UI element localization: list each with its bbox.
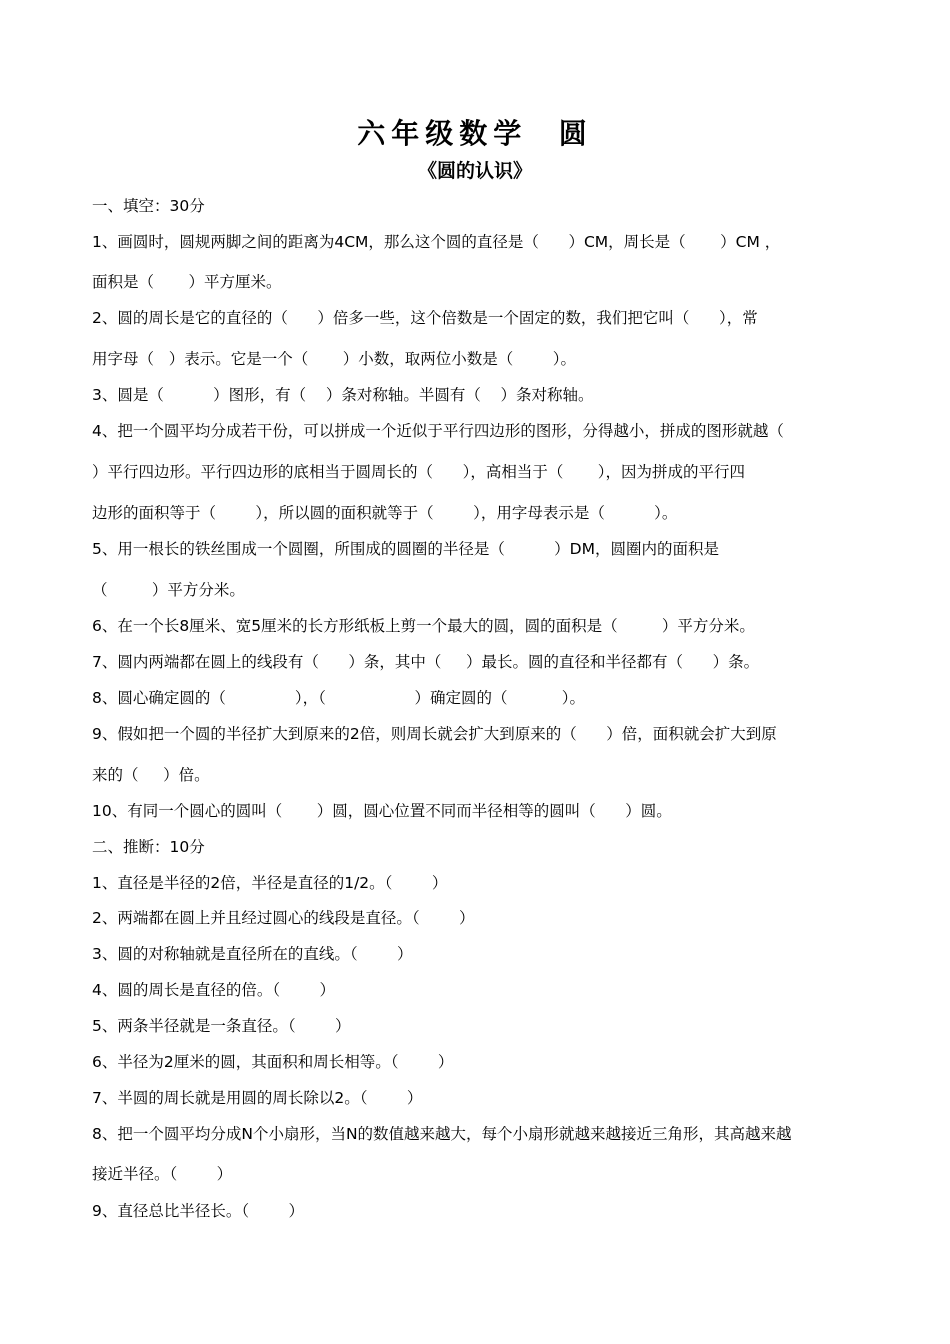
question-line: （ ）平方分米。 bbox=[92, 581, 245, 599]
question-line: ）平行四边形。平行四边形的底相当于圆周长的（ ），高相当于（ ），因为拼成的平行四 bbox=[92, 463, 746, 481]
question-line: 4、把一个圆平均分成若干份，可以拼成一个近似于平行四边形的图形，分得越小，拼成的图形就越（ bbox=[92, 422, 784, 440]
question-line: 10、有同一个圆心的圆叫（ ）圆，圆心位置不同而半径相等的圆叫（ ）圆。 bbox=[92, 802, 672, 820]
question-line: 3、圆是（ ）图形，有（ ）条对称轴。半圆有（ ）条对称轴。 bbox=[92, 386, 594, 404]
question-line: 来的（ ）倍。 bbox=[92, 766, 210, 784]
question-line: 面积是（ ）平方厘米。 bbox=[92, 273, 282, 291]
question-line: 6、在一个长8厘米、宽5厘米的长方形纸板上剪一个最大的圆，圆的面积是（ ）平方分米。 bbox=[92, 617, 755, 635]
statement-line: 8、把一个圆平均分成N个小扇形，当N的数值越来越大，每个小扇形就越来越接近三角形，其高越来越 bbox=[92, 1125, 792, 1143]
question-line: 9、假如把一个圆的半径扩大到原来的2倍，则周长就会扩大到原来的（ ）倍，面积就会扩大到原 bbox=[92, 725, 777, 743]
question-line: 边形的面积等于（ ），所以圆的面积就等于（ ），用字母表示是（ ）。 bbox=[92, 504, 678, 522]
question-line: 用字母（ ）表示。它是一个（ ）小数，取两位小数是（ ）。 bbox=[92, 350, 576, 368]
question-line: 1、画圆时，圆规两脚之间的距离为4CM，那么这个圆的直径是（ ）CM，周长是（ ）CM ， bbox=[92, 233, 781, 251]
page-subtitle: 《圆的认识》 bbox=[417, 160, 532, 182]
statement-line: 6、半径为2厘米的圆，其面积和周长相等。（ ） bbox=[92, 1053, 454, 1071]
statement-line: 3、圆的对称轴就是直径所在的直线。（ ） bbox=[92, 945, 413, 963]
question-line: 5、用一根长的铁丝围成一个圆圈，所围成的圆圈的半径是（ ）DM，圆圈内的面积是 bbox=[92, 540, 719, 558]
statement-line: 4、圆的周长是直径的倍。（ ） bbox=[92, 981, 336, 999]
page-title: 六年级数学 圆 bbox=[357, 117, 593, 150]
statement-line: 5、两条半径就是一条直径。（ ） bbox=[92, 1017, 351, 1035]
statement-line: 接近半径。（ ） bbox=[92, 1165, 233, 1183]
section-heading-fill-in: 一、填空：30分 bbox=[92, 197, 205, 215]
statement-line: 2、两端都在圆上并且经过圆心的线段是直径。（ ） bbox=[92, 909, 475, 927]
section-heading-judgment: 二、推断：10分 bbox=[92, 838, 205, 856]
question-line: 7、圆内两端都在圆上的线段有（ ）条，其中（ ）最长。圆的直径和半径都有（ ）条。 bbox=[92, 653, 760, 671]
statement-line: 7、半圆的周长就是用圆的周长除以2。（ ） bbox=[92, 1089, 423, 1107]
question-line: 2、圆的周长是它的直径的（ ）倍多一些，这个倍数是一个固定的数，我们把它叫（ ），常 bbox=[92, 309, 758, 327]
statement-line: 9、直径总比半径长。（ ） bbox=[92, 1202, 305, 1220]
statement-line: 1、直径是半径的2倍，半径是直径的1/2。（ ） bbox=[92, 874, 448, 892]
question-line: 8、圆心确定圆的（ ），（ ）确定圆的（ ）。 bbox=[92, 689, 585, 707]
